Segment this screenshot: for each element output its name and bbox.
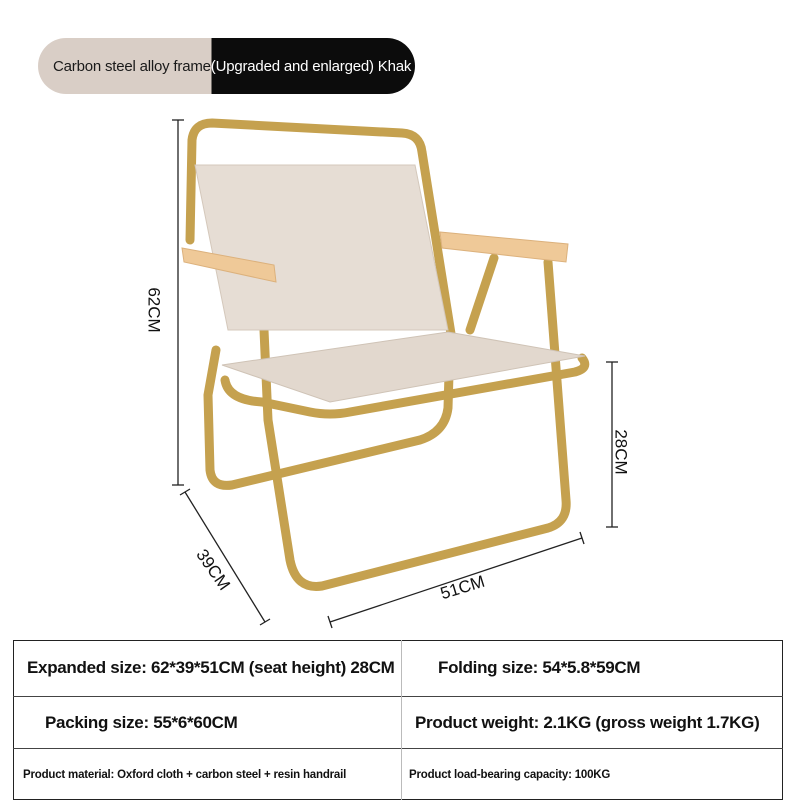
title-part-variant: (Upgraded and enlarged) Khak bbox=[210, 57, 412, 75]
spec-load-bearing: Product load-bearing capacity: 100KG bbox=[409, 769, 611, 781]
spec-packing-size: Packing size: 55*6*60CM bbox=[45, 713, 238, 732]
backrest-fabric bbox=[195, 165, 448, 330]
spec-folding-size: Folding size: 54*5.8*59CM bbox=[438, 658, 641, 677]
spec-expanded-size: Expanded size: 62*39*51CM (seat height) 28CM bbox=[27, 658, 395, 677]
column-divider bbox=[401, 640, 402, 800]
spec-product-weight: Product weight: 2.1KG (gross weight 1.7KG) bbox=[415, 713, 760, 732]
title-part-frame: Carbon steel alloy frame bbox=[53, 57, 211, 75]
seat-fabric bbox=[222, 332, 585, 402]
spec-table bbox=[13, 640, 783, 800]
spec-product-material: Product material: Oxford cloth + carbon steel + resin handrail bbox=[23, 769, 347, 781]
row-divider bbox=[13, 696, 783, 697]
depth-dimension-label: 39CM bbox=[192, 545, 234, 594]
row-divider bbox=[13, 748, 783, 749]
right-armrest bbox=[440, 232, 568, 262]
height-dimension-label: 62CM bbox=[144, 287, 164, 333]
seat-height-dimension-label: 28CM bbox=[611, 429, 631, 475]
width-dimension-label: 51CM bbox=[438, 571, 487, 604]
